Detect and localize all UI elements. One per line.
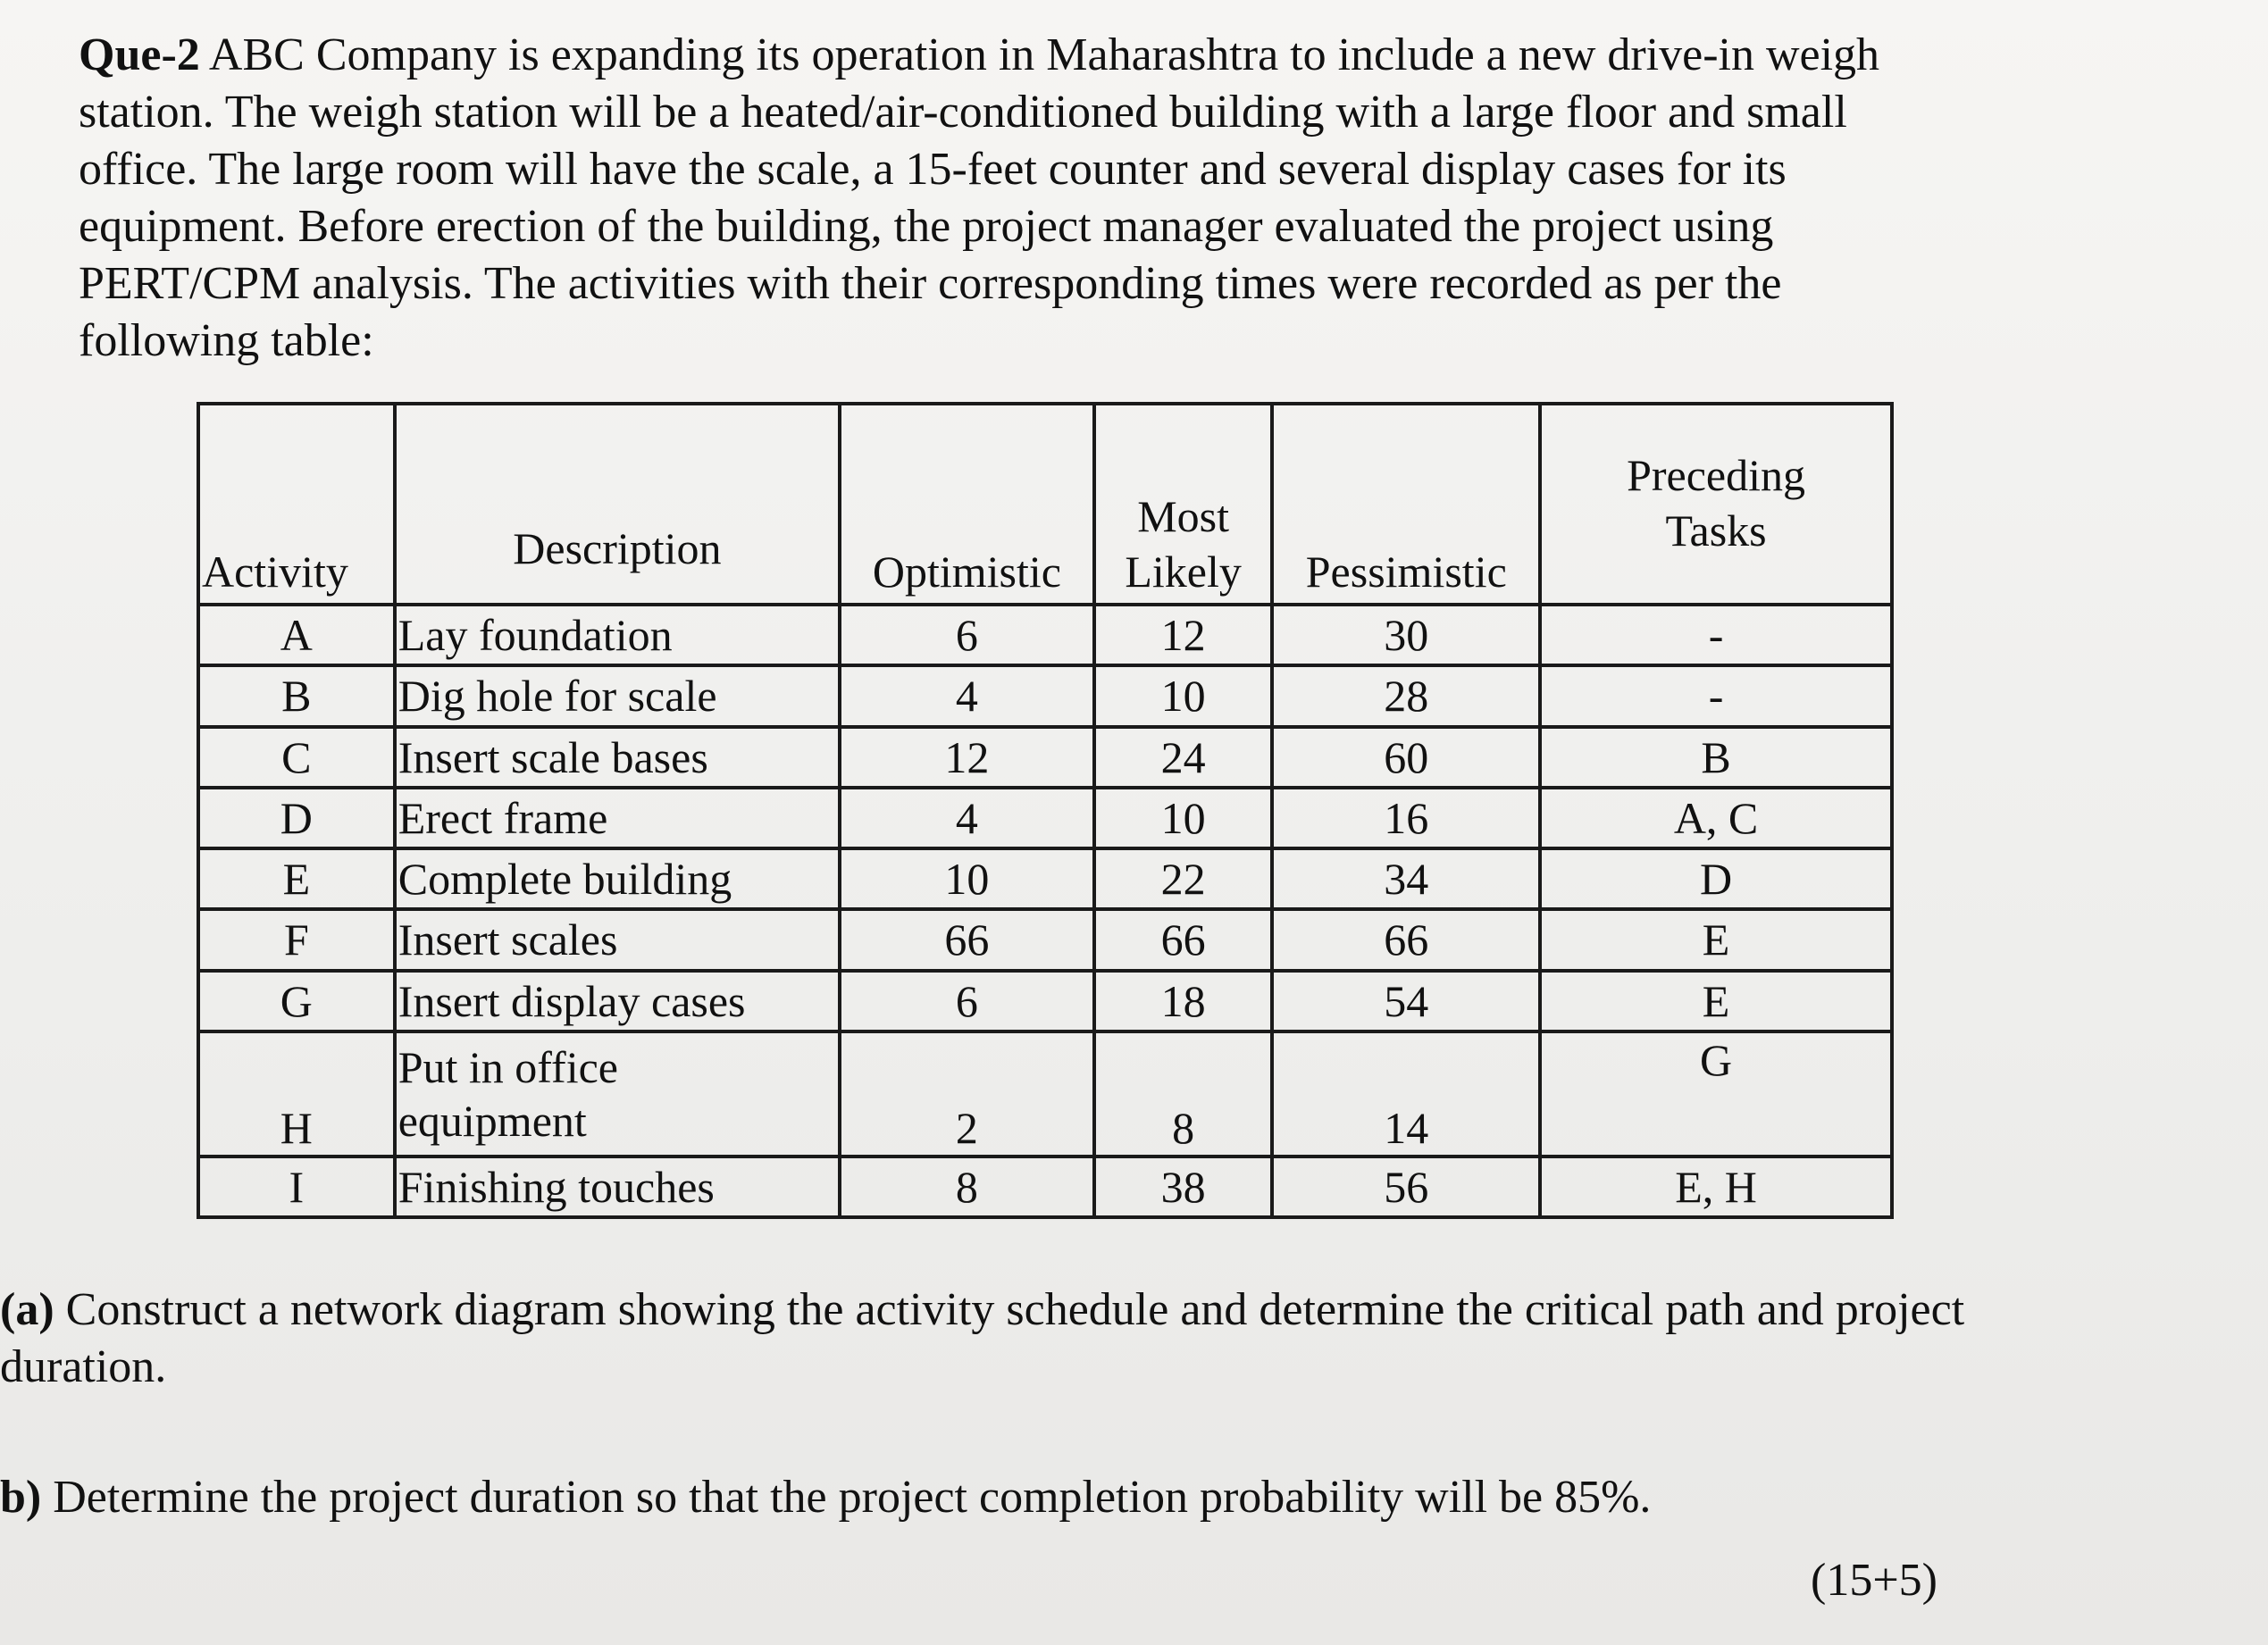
part-a xyxy=(0,1282,1965,1396)
part-a-text: Construct a network diagram showing the activity schedule and determine the critical path and project duration. xyxy=(0,1284,1965,1392)
question-number: Que-2 xyxy=(79,29,200,80)
table-row xyxy=(198,788,1892,848)
cell-most-likely: 18 xyxy=(1094,971,1273,1031)
question-text xyxy=(79,27,1919,370)
cell-most-likely: 24 xyxy=(1094,727,1273,788)
cell-most-likely: 8 xyxy=(1094,1031,1273,1157)
cell-activity: G xyxy=(198,971,395,1031)
cell-description: Finishing touches xyxy=(395,1157,840,1217)
cell-activity: D xyxy=(198,788,395,848)
cell-description: Insert scales xyxy=(395,909,840,970)
cell-description xyxy=(395,1031,840,1157)
header-most-likely-line1: Most xyxy=(1137,491,1229,541)
cell-most-likely: 10 xyxy=(1094,788,1273,848)
cell-description: Insert display cases xyxy=(395,971,840,1031)
cell-most-likely: 10 xyxy=(1094,665,1273,726)
cell-description-line2: equipment xyxy=(398,1095,587,1146)
header-activity: Activity xyxy=(198,404,395,605)
header-description: Description xyxy=(395,404,840,605)
cell-most-likely: 22 xyxy=(1094,848,1273,909)
cell-preceding: E xyxy=(1540,909,1892,970)
cell-preceding: - xyxy=(1540,665,1892,726)
table-row xyxy=(198,1031,1892,1157)
cell-pessimistic: 66 xyxy=(1272,909,1540,970)
cell-optimistic: 2 xyxy=(840,1031,1094,1157)
cell-pessimistic: 30 xyxy=(1272,605,1540,665)
cell-activity: E xyxy=(198,848,395,909)
table-row xyxy=(198,909,1892,970)
cell-optimistic: 8 xyxy=(840,1157,1094,1217)
table-header-row xyxy=(198,404,1892,605)
cell-most-likely: 12 xyxy=(1094,605,1273,665)
cell-most-likely: 66 xyxy=(1094,909,1273,970)
cell-most-likely: 38 xyxy=(1094,1157,1273,1217)
cell-optimistic: 10 xyxy=(840,848,1094,909)
marks-allocation: (15+5) xyxy=(1811,1555,1937,1606)
cell-pessimistic: 16 xyxy=(1272,788,1540,848)
table-row xyxy=(198,605,1892,665)
table-row xyxy=(198,848,1892,909)
activity-table-wrapper xyxy=(197,402,1894,1219)
cell-activity: I xyxy=(198,1157,395,1217)
cell-activity: A xyxy=(198,605,395,665)
header-preceding-line1: Preceding xyxy=(1627,449,1806,500)
part-b-label: b) xyxy=(0,1472,42,1523)
activity-table xyxy=(197,402,1894,1219)
table-row xyxy=(198,1157,1892,1217)
cell-preceding: G xyxy=(1540,1031,1892,1157)
cell-preceding: - xyxy=(1540,605,1892,665)
header-optimistic: Optimistic xyxy=(840,404,1094,605)
cell-activity: C xyxy=(198,727,395,788)
header-pessimistic: Pessimistic xyxy=(1272,404,1540,605)
cell-activity: F xyxy=(198,909,395,970)
cell-pessimistic: 34 xyxy=(1272,848,1540,909)
cell-optimistic: 12 xyxy=(840,727,1094,788)
cell-description: Erect frame xyxy=(395,788,840,848)
cell-description: Complete building xyxy=(395,848,840,909)
cell-preceding: B xyxy=(1540,727,1892,788)
cell-preceding: D xyxy=(1540,848,1892,909)
question-body: ABC Company is expanding its operation in Maharashtra to include a new drive-in weigh station. The weigh station will be a heated/air-conditioned building with a large floor and small office. The large room will have the scale, a 15-feet counter and several display cases for its equipment. Before erection of the building, the project manager evaluated the project using PERT/CPM analysis. The activities with their corresponding times were recorded as per the following table: xyxy=(79,29,1880,366)
table-row xyxy=(198,727,1892,788)
cell-optimistic: 4 xyxy=(840,788,1094,848)
cell-preceding: A, C xyxy=(1540,788,1892,848)
cell-description: Lay foundation xyxy=(395,605,840,665)
cell-activity: H xyxy=(198,1031,395,1157)
cell-pessimistic: 56 xyxy=(1272,1157,1540,1217)
cell-optimistic: 6 xyxy=(840,971,1094,1031)
cell-pessimistic: 28 xyxy=(1272,665,1540,726)
table-row xyxy=(198,665,1892,726)
cell-description-line1: Put in office xyxy=(398,1041,618,1092)
header-most-likely xyxy=(1094,404,1273,605)
cell-pessimistic: 60 xyxy=(1272,727,1540,788)
part-b xyxy=(0,1469,1965,1526)
cell-preceding: E xyxy=(1540,971,1892,1031)
part-b-text: Determine the project duration so that the project completion probability will be 85%. xyxy=(53,1472,1652,1523)
cell-pessimistic: 54 xyxy=(1272,971,1540,1031)
cell-description: Insert scale bases xyxy=(395,727,840,788)
header-preceding-tasks xyxy=(1540,404,1892,605)
cell-optimistic: 6 xyxy=(840,605,1094,665)
header-most-likely-line2: Likely xyxy=(1125,547,1242,597)
table-row xyxy=(198,971,1892,1031)
cell-optimistic: 66 xyxy=(840,909,1094,970)
cell-optimistic: 4 xyxy=(840,665,1094,726)
cell-activity: B xyxy=(198,665,395,726)
part-a-label: (a) xyxy=(0,1284,54,1335)
cell-pessimistic: 14 xyxy=(1272,1031,1540,1157)
cell-preceding: E, H xyxy=(1540,1157,1892,1217)
header-preceding-line2: Tasks xyxy=(1665,505,1767,555)
cell-description: Dig hole for scale xyxy=(395,665,840,726)
